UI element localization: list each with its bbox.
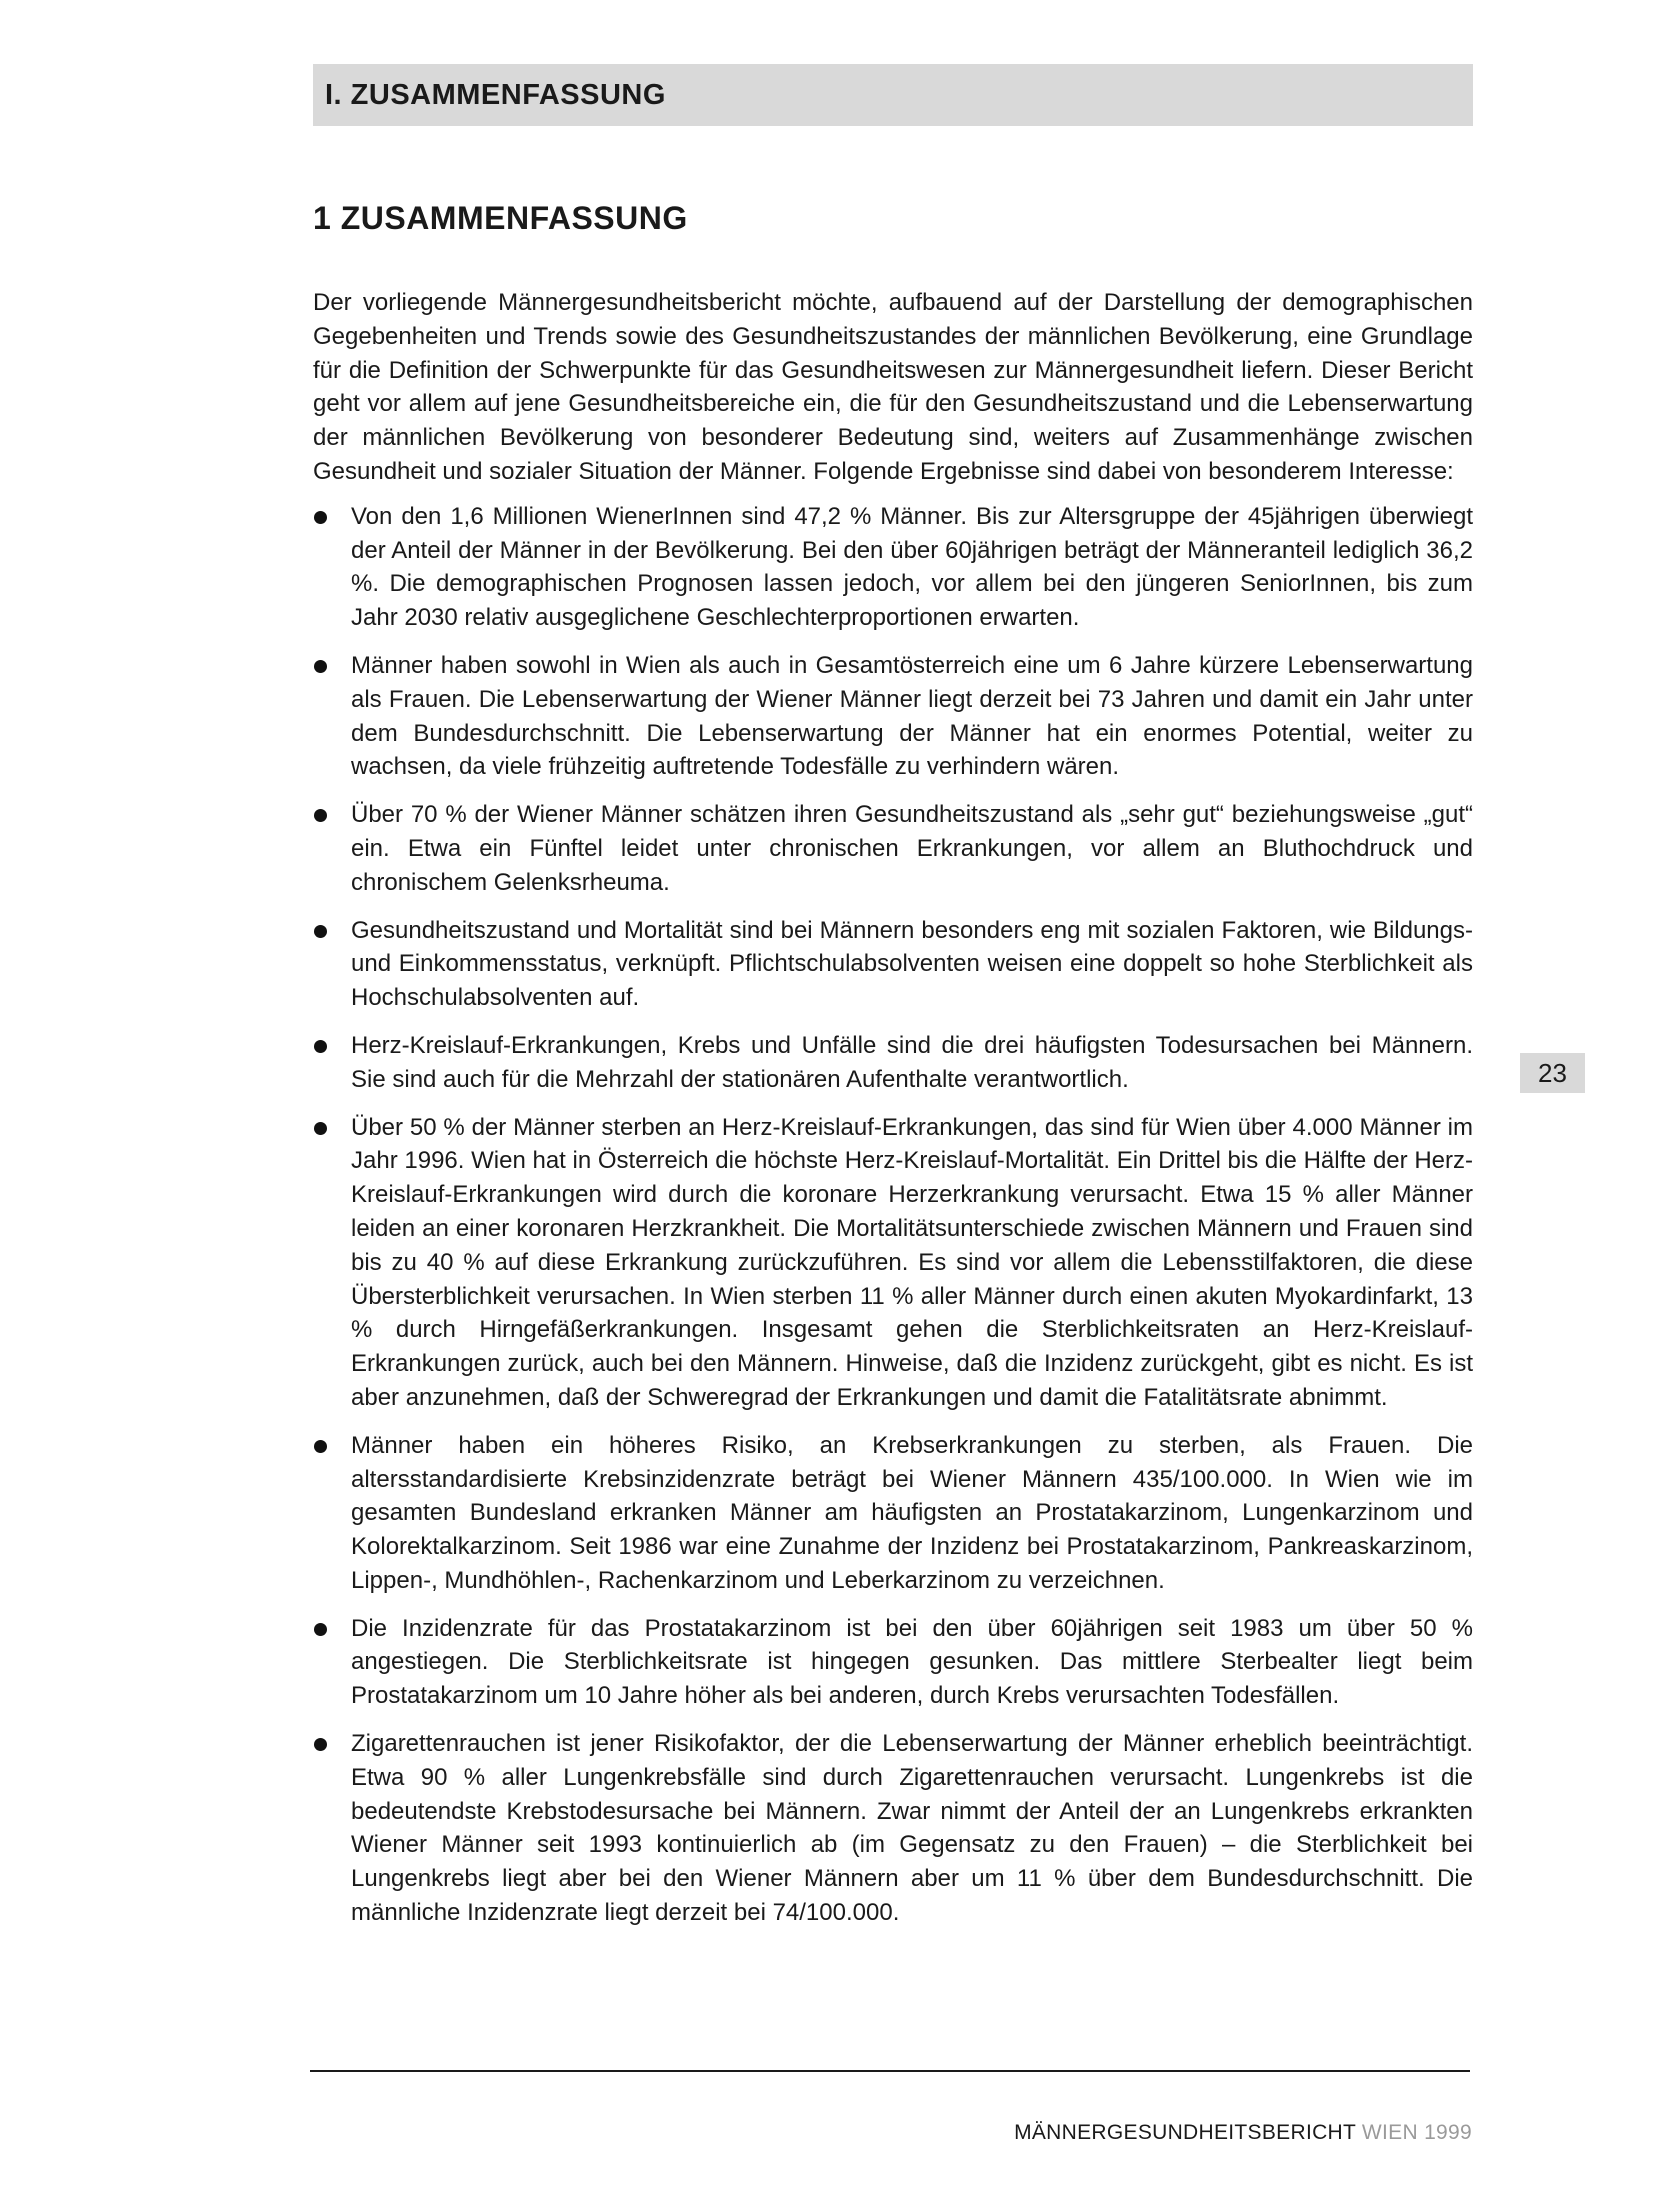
footer-title: MÄNNERGESUNDHEITSBERICHT — [1014, 2121, 1356, 2144]
bullet-icon — [314, 809, 327, 822]
list-item — [313, 649, 1473, 784]
list-item-text: Von den 1,6 Millionen WienerInnen sind 47,2 % Männer. Bis zur Altersgruppe der 45jährigen überwiegt der Anteil der Männer in der Bevölkerung. Bei den über 60jährigen beträgt der Männeranteil lediglich 36,2 %. Die demographischen Prognosen lassen jedoch, vor allem bei den jüngeren SeniorInnen, bis zum Jahr 2030 relativ ausgeglichene Geschlechterproportionen erwarten. — [351, 502, 1473, 632]
intro-paragraph: Der vorliegende Männergesundheitsbericht möchte, aufbauend auf der Darstellung der demographischen Gegebenheiten und Trends sowie des Gesundheitszustandes der männlichen Bevölkerung, eine Grundlage für die Definition der Schwerpunkte für das Gesundheitswesen zur Männergesundheit liefern. Dieser Bericht geht vor allem auf jene Gesundheitsbereiche ein, die für den Gesundheitszustand und die Lebenserwartung der männlichen Bevölkerung von besonderer Bedeutung sind, weiters auf Zusammenhänge zwischen Gesundheit und sozialer Situation der Männer. Folgende Ergebnisse sind dabei von besonderem Interesse: — [313, 289, 1473, 485]
list-item-text: Über 50 % der Männer sterben an Herz-Kreislauf-Erkrankungen, das sind für Wien über 4.000 Männer im Jahr 1996. Wien hat in Österreich die höchste Herz-Kreislauf-Mortalität. Ein Drittel bis die Hälfte der Herz-Kreislauf-Erkrankungen wird durch die koronare Herzerkrankung verursacht. Etwa 15 % aller Männer leiden an einer koronaren Herzkrankheit. Die Mortalitätsunterschiede zwischen Männern und Frauen sind bis zu 40 % auf diese Erkrankung zurückzuführen. Es sind vor allem die Lebensstilfaktoren, die diese Übersterblichkeit verursachen. In Wien sterben 11 % aller Männer durch einen akuten Myokardinfarkt, 13 % durch Hirngefäßerkrankungen. Insgesamt gehen die Sterblichkeitsraten an Herz-Kreislauf-Erkrankungen zurück, auch bei den Männern. Hinweise, daß die Inzidenz zurückgeht, gibt es nicht. Es ist aber anzunehmen, daß der Schweregrad der Erkrankungen und damit die Fatalitätsrate abnimmt. — [351, 1113, 1473, 1411]
body-content — [313, 286, 1473, 1944]
footer-city-year: WIEN 1999 — [1361, 2121, 1472, 2144]
section-header-title: I. ZUSAMMENFASSUNG — [325, 78, 666, 111]
list-item-text: Die Inzidenzrate für das Prostatakarzinom ist bei den über 60jährigen seit 1983 um über 50 % angestiegen. Die Sterblichkeitsrate ist hingegen gesunken. Das mittlere Sterbealter liegt beim Prostatakarzinom um 10 Jahre höher als bei anderen, durch Krebs verursachten Todesfällen. — [351, 1614, 1473, 1710]
bullet-icon — [314, 1440, 327, 1453]
footer-divider — [310, 2070, 1470, 2072]
list-item-text: Über 70 % der Wiener Männer schätzen ihren Gesundheitszustand als „sehr gut“ beziehungsweise „gut“ ein. Etwa ein Fünftel leidet unter chronischen Erkrankungen, vor allem an Bluthochdruck und chronischem Gelenksrheuma. — [351, 801, 1473, 896]
page-number: 23 — [1538, 1057, 1567, 1088]
list-item — [313, 914, 1473, 1015]
section-header-band — [313, 64, 1473, 126]
chapter-title: 1 ZUSAMMENFASSUNG — [313, 200, 688, 236]
bullet-icon — [314, 511, 327, 524]
list-item — [313, 500, 1473, 635]
bullet-icon — [314, 1040, 327, 1053]
list-item — [313, 1727, 1473, 1930]
list-item — [313, 1612, 1473, 1713]
bullet-icon — [314, 1738, 327, 1751]
list-item — [313, 798, 1473, 899]
list-item-text: Männer haben sowohl in Wien als auch in Gesamtösterreich eine um 6 Jahre kürzere Lebenserwartung als Frauen. Die Lebenserwartung der Wiener Männer liegt derzeit bei 73 Jahren und damit ein Jahr unter dem Bundesdurchschnitt. Die Lebenserwartung der Männer hat ein enormes Potential, weiter zu wachsen, da viele frühzeitig auftretende Todesfälle zu verhindern wären. — [351, 651, 1473, 781]
page-number-tab — [1520, 1053, 1585, 1093]
list-item — [313, 1029, 1473, 1097]
findings-list — [313, 500, 1473, 1930]
running-footer — [1014, 2121, 1472, 2145]
list-item — [313, 1111, 1473, 1415]
bullet-icon — [314, 660, 327, 673]
list-item-text: Zigarettenrauchen ist jener Risikofaktor, der die Lebenserwartung der Männer erheblich beeinträchtigt. Etwa 90 % aller Lungenkrebsfälle sind durch Zigarettenrauchen verursacht. Lungenkrebs ist die bedeutendste Krebstodesursache bei Männern. Zwar nimmt der Anteil der an Lungenkrebs erkrankten Wiener Männer seit 1993 kontinuierlich ab (im Gegensatz zu den Frauen) – die Sterblichkeit bei Lungenkrebs liegt aber bei den Wiener Männern aber um 11 % über dem Bundesdurchschnitt. Die männliche Inzidenzrate liegt derzeit bei 74/100.000. — [351, 1730, 1473, 1927]
list-item-text: Herz-Kreislauf-Erkrankungen, Krebs und Unfälle sind die drei häufigsten Todesursachen bei Männern. Sie sind auch für die Mehrzahl der stationären Aufenthalte verantwortlich. — [351, 1031, 1473, 1093]
list-item-text: Männer haben ein höheres Risiko, an Krebserkrankungen zu sterben, als Frauen. Die altersstandardisierte Krebsinzidenzrate beträgt bei Wiener Männern 435/100.000. In Wien wie im gesamten Bundesland erkranken Männer am häufigsten an Prostatakarzinom, Lungenkarzinom und Kolorektalkarzinom. Seit 1986 war eine Zunahme der Inzidenz bei Prostatakarzinom, Pankreaskarzinom, Lippen-, Mundhöhlen-, Rachenkarzinom und Leberkarzinom zu verzeichnen. — [351, 1431, 1473, 1594]
list-item — [313, 1429, 1473, 1598]
bullet-icon — [314, 1623, 327, 1636]
bullet-icon — [314, 1122, 327, 1135]
list-item-text: Gesundheitszustand und Mortalität sind bei Männern besonders eng mit sozialen Faktoren, wie Bildungs- und Einkommensstatus, verknüpft. Pflichtschulabsolventen weisen eine doppelt so hohe Sterblichkeit als Hochschulabsolventen auf. — [351, 916, 1473, 1012]
bullet-icon — [314, 925, 327, 938]
